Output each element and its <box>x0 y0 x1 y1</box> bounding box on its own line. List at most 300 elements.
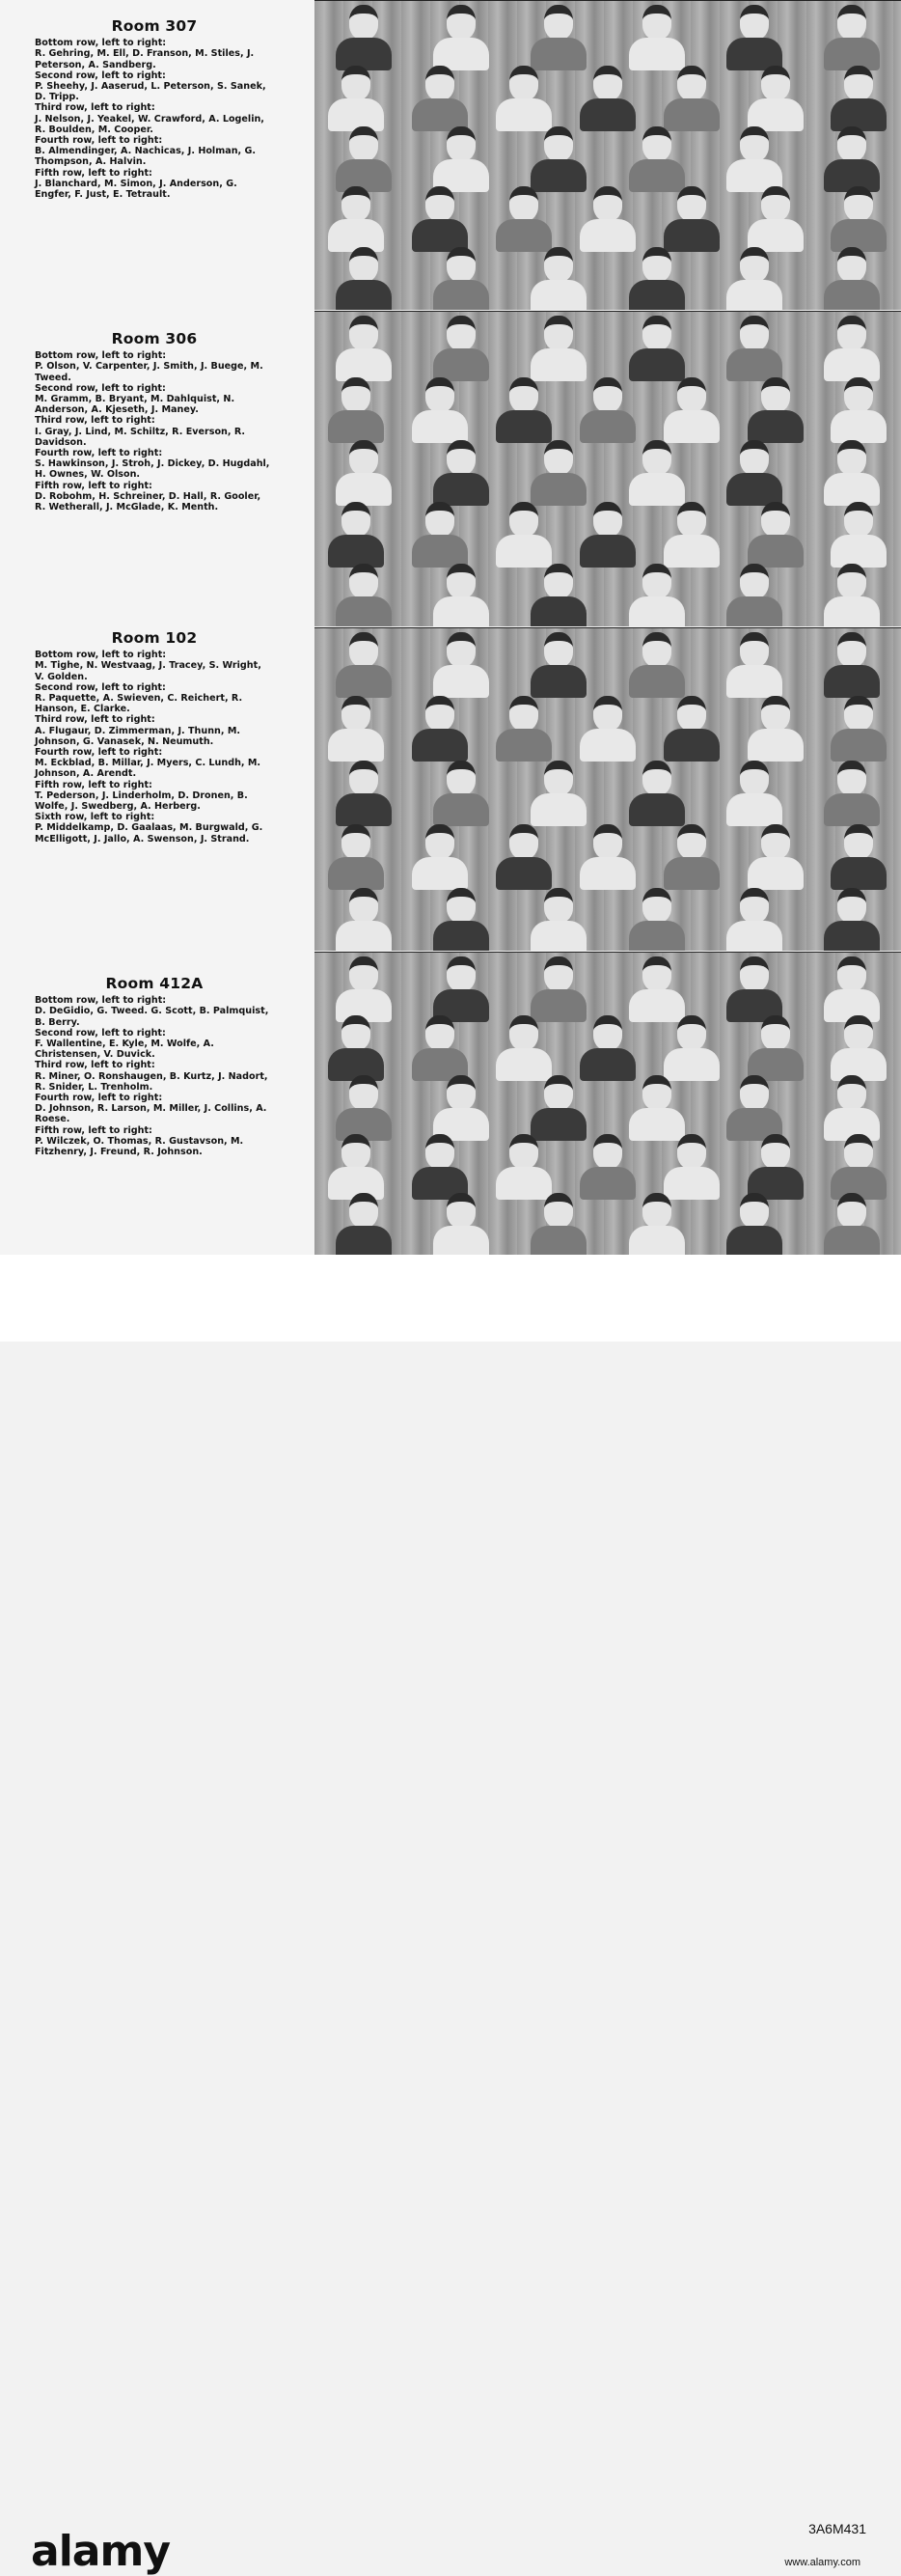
student-head <box>642 247 671 282</box>
student-figure <box>629 888 685 951</box>
people-row <box>314 888 901 951</box>
student-head <box>544 632 573 667</box>
student-head <box>593 502 622 537</box>
student-head <box>349 440 378 475</box>
people-row <box>314 126 901 192</box>
student-head <box>509 1015 538 1050</box>
student-body <box>580 729 636 762</box>
row-names: S. Hawkinson, J. Stroh, J. Dickey, D. Hugdahl, H. Ownes, W. Olson. <box>35 458 270 481</box>
student-figure <box>433 632 489 698</box>
alamy-logo: alamy <box>31 2527 170 2576</box>
row-heading: Fifth row, left to right: <box>35 779 152 790</box>
people-row <box>314 1075 901 1141</box>
people-row <box>314 1193 901 1256</box>
student-figure <box>328 1015 384 1081</box>
student-figure <box>748 66 804 131</box>
student-figure <box>748 502 804 568</box>
row-heading: Fourth row, left to right: <box>35 1093 163 1104</box>
room-307-caption <box>35 17 274 201</box>
student-body <box>629 665 685 698</box>
student-figure <box>336 126 392 192</box>
student-body <box>328 729 384 762</box>
student-head <box>544 956 573 991</box>
student-figure <box>726 1193 782 1256</box>
student-figure <box>824 888 880 951</box>
student-figure <box>831 1134 887 1200</box>
student-body <box>824 921 880 951</box>
student-head <box>642 564 671 598</box>
student-head <box>544 247 573 282</box>
people-row <box>314 66 901 131</box>
student-body <box>531 665 587 698</box>
student-figure <box>726 440 782 506</box>
student-body <box>328 535 384 568</box>
student-figure <box>824 247 880 310</box>
student-head <box>642 1193 671 1228</box>
room-307-photo <box>314 0 901 310</box>
student-body <box>831 535 887 568</box>
people-row <box>314 440 901 506</box>
student-head <box>341 1015 370 1050</box>
student-body <box>726 596 782 626</box>
student-head <box>677 824 706 859</box>
student-figure <box>629 956 685 1022</box>
student-head <box>447 440 476 475</box>
student-figure <box>433 247 489 310</box>
student-figure <box>726 632 782 698</box>
student-head <box>425 696 454 731</box>
row-heading: Fifth row, left to right: <box>35 167 152 179</box>
student-head <box>837 5 866 40</box>
student-body <box>726 793 782 826</box>
student-body <box>726 921 782 951</box>
student-head <box>677 66 706 100</box>
alamy-url[interactable]: www.alamy.com <box>784 2557 860 2568</box>
row-heading: Second row, left to right: <box>35 681 166 693</box>
people-row <box>314 564 901 626</box>
student-figure <box>336 247 392 310</box>
student-head <box>447 564 476 598</box>
student-body <box>664 535 720 568</box>
student-head <box>509 377 538 412</box>
student-figure <box>748 696 804 762</box>
student-figure <box>433 761 489 826</box>
student-head <box>349 632 378 667</box>
student-figure <box>328 66 384 131</box>
student-head <box>740 761 769 795</box>
student-head <box>509 1134 538 1169</box>
student-head <box>761 66 790 100</box>
student-figure <box>496 696 552 762</box>
row-heading: Bottom row, left to right: <box>35 650 167 661</box>
student-body <box>433 793 489 826</box>
student-head <box>341 696 370 731</box>
student-head <box>447 632 476 667</box>
student-body <box>831 729 887 762</box>
student-figure <box>629 316 685 381</box>
student-body <box>412 535 468 568</box>
student-body <box>629 1226 685 1256</box>
row-names: A. Flugaur, D. Zimmerman, J. Thunn, M. Johnson, G. Vanasek, N. Neumuth. <box>35 725 241 747</box>
student-body <box>531 1226 587 1256</box>
row-heading: Bottom row, left to right: <box>35 350 167 362</box>
student-figure <box>629 126 685 192</box>
student-head <box>642 5 671 40</box>
student-head <box>593 696 622 731</box>
student-figure <box>748 1134 804 1200</box>
student-figure <box>748 1015 804 1081</box>
student-head <box>447 761 476 795</box>
row-names: D. DeGidio, G. Tweed. G. Scott, B. Palmquist, B. Berry. <box>35 1006 269 1028</box>
student-figure <box>824 316 880 381</box>
row-names: R. Miner, O. Ronshaugen, B. Kurtz, J. Nadort, R. Snider, L. Trenholm. <box>35 1070 268 1093</box>
student-head <box>837 1193 866 1228</box>
student-figure <box>824 632 880 698</box>
student-head <box>761 186 790 221</box>
student-figure <box>831 502 887 568</box>
row-heading: Fourth row, left to right: <box>35 747 163 759</box>
student-figure <box>496 377 552 443</box>
student-head <box>425 1015 454 1050</box>
student-figure <box>433 126 489 192</box>
student-body <box>433 348 489 381</box>
student-figure <box>496 186 552 252</box>
row-names: R. Gehring, M. Ell, D. Franson, M. Stiles, J. Peterson, A. Sandberg. <box>35 48 255 70</box>
student-head <box>509 824 538 859</box>
student-head <box>341 186 370 221</box>
row-names: M. Tighe, N. Westvaag, J. Tracey, S. Wright, V. Golden. <box>35 660 261 682</box>
student-head <box>593 377 622 412</box>
row-heading: Sixth row, left to right: <box>35 812 155 823</box>
student-head <box>447 5 476 40</box>
student-figure <box>748 824 804 890</box>
student-head <box>544 440 573 475</box>
student-figure <box>831 824 887 890</box>
student-figure <box>531 632 587 698</box>
student-head <box>844 377 873 412</box>
student-head <box>844 66 873 100</box>
student-head <box>349 888 378 923</box>
student-body <box>748 729 804 762</box>
student-body <box>824 793 880 826</box>
student-figure <box>328 696 384 762</box>
student-figure <box>629 440 685 506</box>
student-head <box>677 696 706 731</box>
row-heading: Fifth row, left to right: <box>35 1124 152 1136</box>
stock-id: 3A6M431 <box>808 2521 866 2536</box>
student-body <box>336 473 392 506</box>
student-figure <box>412 696 468 762</box>
row-names: M. Gramm, B. Bryant, M. Dahlquist, N. Anderson, A. Kjeseth, J. Maney. <box>35 394 235 416</box>
row-heading: Second row, left to right: <box>35 69 166 81</box>
row-names: P. Middelkamp, D. Gaalaas, M. Burgwald, G. McElligott, J. Jallo, A. Swenson, J. Strand. <box>35 822 263 845</box>
student-body <box>531 596 587 626</box>
row-names: T. Pederson, J. Linderholm, D. Dronen, B. Wolfe, J. Swedberg, A. Herberg. <box>35 789 248 813</box>
row-heading: Fifth row, left to right: <box>35 480 152 491</box>
student-figure <box>824 126 880 192</box>
student-head <box>642 761 671 795</box>
student-head <box>740 316 769 350</box>
student-figure <box>726 1075 782 1141</box>
student-figure <box>328 1134 384 1200</box>
people-row <box>314 186 901 252</box>
student-head <box>349 126 378 161</box>
student-head <box>837 247 866 282</box>
student-figure <box>831 696 887 762</box>
student-head <box>349 316 378 350</box>
student-head <box>837 440 866 475</box>
student-figure <box>433 440 489 506</box>
student-body <box>726 280 782 310</box>
student-body <box>629 921 685 951</box>
student-body <box>748 410 804 443</box>
student-body <box>328 410 384 443</box>
student-head <box>349 1075 378 1110</box>
student-body <box>726 348 782 381</box>
student-body <box>433 665 489 698</box>
student-body <box>629 348 685 381</box>
student-head <box>544 1075 573 1110</box>
student-body <box>824 596 880 626</box>
room-title: Room 102 <box>111 629 198 647</box>
student-body <box>726 473 782 506</box>
student-head <box>425 186 454 221</box>
row-names: M. Eckblad, B. Millar, J. Myers, C. Lundh, M. Johnson, A. Arendt. <box>35 758 261 780</box>
student-head <box>544 888 573 923</box>
student-figure <box>629 1075 685 1141</box>
student-head <box>844 1015 873 1050</box>
student-head <box>447 316 476 350</box>
student-figure <box>336 316 392 381</box>
room-306-caption <box>35 330 274 513</box>
student-figure <box>531 316 587 381</box>
people-row <box>314 5 901 70</box>
student-figure <box>433 316 489 381</box>
student-figure <box>496 1015 552 1081</box>
student-head <box>341 824 370 859</box>
student-figure <box>580 1015 636 1081</box>
row-names: P. Sheehy, J. Aaserud, L. Peterson, S. Sanek, D. Tripp. <box>35 81 266 103</box>
student-body <box>412 729 468 762</box>
student-figure <box>531 126 587 192</box>
row-names: J. Nelson, J. Yeakel, W. Crawford, A. Logelin, R. Boulden, M. Cooper. <box>35 113 264 135</box>
student-body <box>824 348 880 381</box>
student-head <box>837 761 866 795</box>
student-head <box>593 1015 622 1050</box>
student-head <box>425 1134 454 1169</box>
room-412a-caption <box>35 975 274 1158</box>
row-heading: Second row, left to right: <box>35 382 166 394</box>
student-figure <box>726 761 782 826</box>
student-figure <box>336 956 392 1022</box>
student-head <box>740 632 769 667</box>
student-figure <box>580 1134 636 1200</box>
student-body <box>336 921 392 951</box>
student-head <box>593 1134 622 1169</box>
student-figure <box>824 5 880 70</box>
student-head <box>642 1075 671 1110</box>
student-figure <box>531 5 587 70</box>
student-figure <box>664 1015 720 1081</box>
student-figure <box>831 186 887 252</box>
row-names: P. Olson, V. Carpenter, J. Smith, J. Buege, M. Tweed. <box>35 361 263 383</box>
people-row <box>314 632 901 698</box>
student-head <box>761 1015 790 1050</box>
student-head <box>425 502 454 537</box>
student-head <box>593 66 622 100</box>
row-heading: Second row, left to right: <box>35 1027 166 1039</box>
student-figure <box>328 186 384 252</box>
student-head <box>509 66 538 100</box>
student-figure <box>433 5 489 70</box>
student-body <box>580 857 636 890</box>
student-body <box>433 473 489 506</box>
student-figure <box>531 761 587 826</box>
student-body <box>726 665 782 698</box>
student-head <box>509 186 538 221</box>
student-figure <box>664 66 720 131</box>
student-body <box>531 473 587 506</box>
student-head <box>341 377 370 412</box>
student-body <box>748 535 804 568</box>
student-head <box>349 564 378 598</box>
watermark-footer <box>0 1255 901 2576</box>
student-figure <box>726 247 782 310</box>
people-row <box>314 377 901 443</box>
student-head <box>642 126 671 161</box>
people-row <box>314 316 901 381</box>
student-body <box>336 280 392 310</box>
student-body <box>726 1226 782 1256</box>
student-head <box>740 247 769 282</box>
room-title: Room 306 <box>111 330 198 347</box>
student-body <box>412 857 468 890</box>
student-body <box>496 535 552 568</box>
student-body <box>629 473 685 506</box>
people-row <box>314 1015 901 1081</box>
student-head <box>677 502 706 537</box>
student-figure <box>496 66 552 131</box>
student-body <box>629 793 685 826</box>
student-head <box>844 1134 873 1169</box>
student-body <box>824 665 880 698</box>
student-body <box>433 280 489 310</box>
student-figure <box>580 377 636 443</box>
student-figure <box>580 66 636 131</box>
student-body <box>496 410 552 443</box>
student-figure <box>664 186 720 252</box>
student-figure <box>664 1134 720 1200</box>
student-figure <box>412 1134 468 1200</box>
row-names: D. Johnson, R. Larson, M. Miller, J. Collins, A. Roese. <box>35 1103 267 1125</box>
student-head <box>425 824 454 859</box>
room-102-photo <box>314 627 901 951</box>
student-head <box>349 5 378 40</box>
student-body <box>336 348 392 381</box>
row-names: B. Almendinger, A. Nachicas, J. Holman, G. Thompson, A. Halvin. <box>35 146 257 168</box>
row-names: R. Paquette, A. Swieven, C. Reichert, R. Hanson, E. Clarke. <box>35 693 243 715</box>
student-figure <box>531 564 587 626</box>
student-figure <box>629 5 685 70</box>
student-head <box>447 126 476 161</box>
student-head <box>844 824 873 859</box>
student-body <box>531 280 587 310</box>
student-head <box>642 440 671 475</box>
student-figure <box>831 377 887 443</box>
student-body <box>412 410 468 443</box>
student-figure <box>748 377 804 443</box>
student-body <box>580 535 636 568</box>
student-body <box>824 280 880 310</box>
student-figure <box>433 564 489 626</box>
student-head <box>837 564 866 598</box>
student-head <box>740 5 769 40</box>
student-figure <box>433 1193 489 1256</box>
student-head <box>740 564 769 598</box>
row-heading: Bottom row, left to right: <box>35 38 167 49</box>
student-figure <box>580 502 636 568</box>
student-body <box>748 857 804 890</box>
student-body <box>531 793 587 826</box>
student-figure <box>726 126 782 192</box>
student-figure <box>629 564 685 626</box>
student-figure <box>580 824 636 890</box>
student-figure <box>531 440 587 506</box>
student-figure <box>580 186 636 252</box>
student-body <box>433 596 489 626</box>
student-figure <box>748 186 804 252</box>
student-head <box>425 66 454 100</box>
row-names: I. Gray, J. Lind, M. Schiltz, R. Everson, R. Davidson. <box>35 426 246 448</box>
student-figure <box>531 1193 587 1256</box>
student-head <box>761 1134 790 1169</box>
room-title: Room 307 <box>111 17 198 35</box>
student-figure <box>824 956 880 1022</box>
student-head <box>349 761 378 795</box>
student-head <box>642 956 671 991</box>
student-head <box>740 1075 769 1110</box>
student-head <box>761 696 790 731</box>
student-figure <box>629 761 685 826</box>
student-body <box>831 410 887 443</box>
student-figure <box>824 1075 880 1141</box>
row-names: P. Wilczek, O. Thomas, R. Gustavson, M. Fitzhenry, J. Freund, R. Johnson. <box>35 1135 244 1158</box>
room-102-caption <box>35 629 274 845</box>
student-figure <box>336 1075 392 1141</box>
student-head <box>349 956 378 991</box>
student-figure <box>336 761 392 826</box>
student-head <box>761 502 790 537</box>
student-body <box>664 729 720 762</box>
student-head <box>844 186 873 221</box>
student-head <box>447 956 476 991</box>
student-figure <box>531 956 587 1022</box>
student-figure <box>412 66 468 131</box>
student-body <box>580 410 636 443</box>
student-body <box>328 857 384 890</box>
student-figure <box>496 502 552 568</box>
student-body <box>831 857 887 890</box>
student-head <box>844 502 873 537</box>
row-heading: Fourth row, left to right: <box>35 448 163 459</box>
student-figure <box>496 1134 552 1200</box>
yearbook-page <box>0 0 901 1255</box>
student-head <box>761 824 790 859</box>
student-figure <box>831 1015 887 1081</box>
room-title: Room 412A <box>105 975 204 992</box>
student-figure <box>328 824 384 890</box>
student-figure <box>336 440 392 506</box>
